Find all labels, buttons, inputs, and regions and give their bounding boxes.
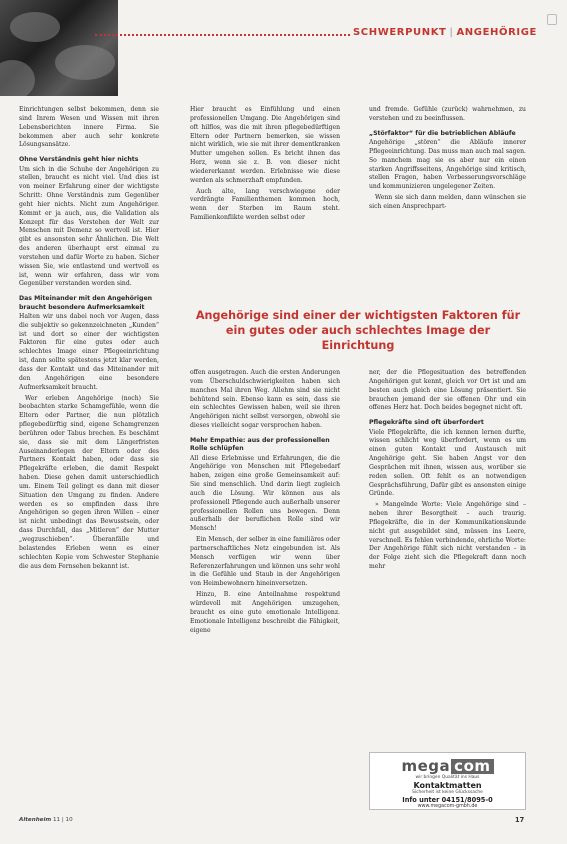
ad-tagline: wir bringen Qualität ins Haus: [415, 775, 480, 780]
header-dotted-rule: [95, 34, 350, 36]
paragraph: All diese Erlebnisse und Erfahrungen, die die Angehörige von Menschen mit Pflegebedarf haben, zeigen eine große Gemeinsamkeit auf: Sie sind menschlich. Und darin liegt zugleich auch die Lösung. Wir können aus als professionell Pflegende auch außerhalb unserer professionellen Rollen uns bewegen. Denn außerhalb der beruflichen Rolle sind wir Mensch!: [190, 454, 340, 533]
ad-subtitle: Sicherheit ist keine Glückssache: [412, 790, 483, 795]
pull-quote: Angehörige sind einer der wichtigsten Faktoren für ein gutes oder auch schlechtes Image der Einrichtung: [195, 309, 521, 352]
column-2-bottom: [190, 369, 340, 637]
page-number: 17: [515, 816, 525, 824]
section-separator: |: [449, 27, 454, 38]
section-name: SCHWERPUNKT: [353, 27, 447, 38]
paragraph: Einrichtungen selbst bekommen, denn sie sind Inrem Wesen und Wissen mit ihren Lebensberichten innere Firma. Sie bekommen aber auch sehr konkrete Lösungsansätze.: [19, 106, 159, 149]
paragraph: Halten wir uns dabei noch vor Augen, dass die subjektiv so gekennzeichneten „Kunden“ ist und dort so einer der wichtigsten Faktoren für eine gutes oder auch schlechtes Image einer Pflegeeinrichtung ist, dann sollte spätestens jetzt klar werden, dass der Kontakt und das Miteinander mit den Angehörigen eine besondere Aufmerksamkeit braucht.: [19, 312, 159, 391]
logo-text-b: com: [451, 759, 493, 774]
ad-website-link[interactable]: www.megacom-gmbh.de: [417, 803, 478, 809]
paragraph: » Mangelnde Worte: Viele Angehörige sind – neben ihrer Besorgtheit – auch traurig. Pflegekräfte, die in der Kommunikationskunde nicht gut ausgebildet sind, müssen ins Leere, verschnell. Es fehlen verbindende, ehrliche Worte: Der Angehörige fühlt sich nicht verstanden – in der Folge zieht sich die Pflegekraft dann noch mehr: [369, 501, 526, 571]
paragraph: Wer erleben Angehörige (noch) Sie beobachten starke Schamgefühle, wenn die Eltern oder Partner, die nun plötzlich pflegebedürftig sind, eigene Schamgrenzen berühren oder Tabus brechen. Es beschämt sie, dass sie mit dem Längerfristen Auseinanderlegen der Eltern oder des Partners Kontakt haben, oder dass sie Pflegekräfte erleben, die damit Respekt haben. Diese gehen damit unterschiedlich um. Einem Teil gelingt es dann mit dieser Situation den Umgang zu finden. Andere werden es so empfinden dass ihre Angehörigen so gegen ihren Willen – einer ist nicht unbedingt das Bewusstsein, oder dass Durchfall, das „Mitleren“ der Mutter „wegzuschieben“. Überanfälle und belastendes Erleben wenn es einer schlechten Kopie vom Schwester Stephanie die aus dem Fernsehen bekannt ist.: [19, 394, 159, 570]
column-1: [19, 106, 159, 573]
paragraph: Hier braucht es Einfühlung und einen professionellen Umgang. Die Angehörigen sind oft hilflos, was die mit ihren pflegebedürftigen Eltern oder Partnern bemerken, sie wissen nicht wirklich, wie sie mit ihrer dementkranken Mutter umgehen sollen. Es bricht ihnen das Herz, wenn sie z. B. von dieser nicht wiedererkannt werden. Erlebnisse wie diese werden als schmerzhaft empfunden.: [190, 106, 340, 184]
magazine-name: Altenheim: [19, 817, 52, 823]
paragraph: Auch alte, lang verschwiegene oder verdrängte Familienthemen kommen hoch, wenn der Sterben im Raum steht. Familienkonflikte werden selbst oder: [190, 187, 340, 222]
megacom-logo: [402, 759, 494, 774]
subheading: Mehr Empathie: aus der professionellen Rolle schlüpfen: [190, 436, 330, 453]
subheading: Das Miteinander mit den Angehörigen braucht besondere Aufmerksamkeit: [19, 295, 153, 311]
column-3-top: [369, 106, 526, 214]
issue-number: 11 | 10: [53, 817, 73, 823]
paragraph: Ein Mensch, der selber in eine familiäres oder partnerschaftliches Netz eingebunden ist. Als Mensch verfügen wir wenn über Referenzerfahrungen und können uns sehr wohl in die Gefühle und Staub in der Angehörigen von Heimbewohnern hineinversetzen.: [190, 536, 340, 588]
subheading: Ohne Verständnis geht hier nichts: [19, 156, 139, 164]
footer-magazine: [19, 817, 73, 823]
paragraph: Hinzu, B. eine Anteilnahme respektund würdevoll mit Angehörigen umzugehen, braucht es eine gute emotionale Intelligenz. Emotionale Intelligenz beschreibt die Fähigkeit, eigene: [190, 591, 340, 634]
column-2-top: [190, 106, 340, 225]
paragraph: Um sich in die Schuhe der Angehörigen zu stellen, braucht es nicht viel. Und dies ist von meiner Erfahrung einer der wichtigste Schritt: Ohne Verständnis zum Gegenüber geht hier nichts. Nicht zum Angehöriger. Kommt er ja auch, aus, die Validation als Konzept für das Verstehen der Welt zur Menschen mit Demenz so wertvoll ist. Hier gibt es ansonsten sehr Ähnlichen. Die Welt des anderen überhaupt erst einmal zu verstehen und dafür Worte zu haben. Sicher wissen Sie, wie entlastend und wertvoll es ist, wenn wir erfahren, dass wir vom Gegenüber verstanden worden sind.: [19, 165, 159, 288]
paragraph: Angehörige „stören“ die Abläufe innerer Pflegeeinrichtung. Das muss man auch mal sagen. So manchem mag sie es aber nur ein einen starken Angriffsseitens, Angehörige sind kritisch, stellen Fragen, haben Verbesserungsvorschläge und kommunizieren ungelegener Zeiten.: [369, 138, 526, 191]
paragraph: Viele Pflegekräfte, die ich kennen lernen durfte, wissen schlicht weg überfordert, wenn es um einen guten Kontakt und Austausch mit Angehörige geht. Sie haben Angst vor den Gesprächen mit ihnen, wissen aus, worüber sie reden sollen. Oft fehlt es an notwendigen Gesprächsführung, Dafür gibt es ansonsten einige Gründe.: [369, 428, 526, 498]
logo-text-a: mega: [401, 757, 451, 775]
ad-phone: Info unter 04151/8095-0: [402, 795, 493, 804]
paragraph: offen ausgetragen. Auch die ersten Anderungen vom Überschuldschwierigkeiten haben sich manches Mal ihren Weg. Allehm sind sie nicht behütend sein. Ebenso kann es sein, dass sie ein schlechtes Gewissen haben, weil sie ihren Angehörigen nicht selbst versorgen, obwohl sie dieses vielleicht sogar versprochen haben.: [190, 369, 340, 430]
paragraph: ner, der die Pflegesituation des betreffenden Angehörigen gut kennt, gleich vor Ort ist und am besten auch gleich eine Lösung präsentiert. Sie brauchen jemand der sie offenen Ohr und ein offenes Herz hat. Doch beides begegnet nicht oft.: [369, 369, 526, 412]
column-3-bottom: [369, 369, 526, 574]
section-topic: ANGEHÖRIGE: [456, 27, 537, 38]
header-photo: [0, 0, 118, 96]
subheading: Pflegekräfte sind oft überfordert: [369, 419, 484, 427]
ad-title: Kontaktmatten: [413, 780, 482, 790]
paragraph: und fremde. Gefühle (zurück) wahrnehmen, zu verstehen und zu beeinflussen.: [369, 106, 526, 122]
margin-mark: [547, 14, 557, 25]
paragraph: Wenn sie sich dann melden, dann wünschen sie sich einen Ansprechpart-: [369, 194, 526, 210]
subheading: „Störfaktor“ für die betrieblichen Abläufe: [369, 129, 516, 137]
section-header: [353, 27, 537, 38]
advertisement[interactable]: [369, 752, 526, 810]
